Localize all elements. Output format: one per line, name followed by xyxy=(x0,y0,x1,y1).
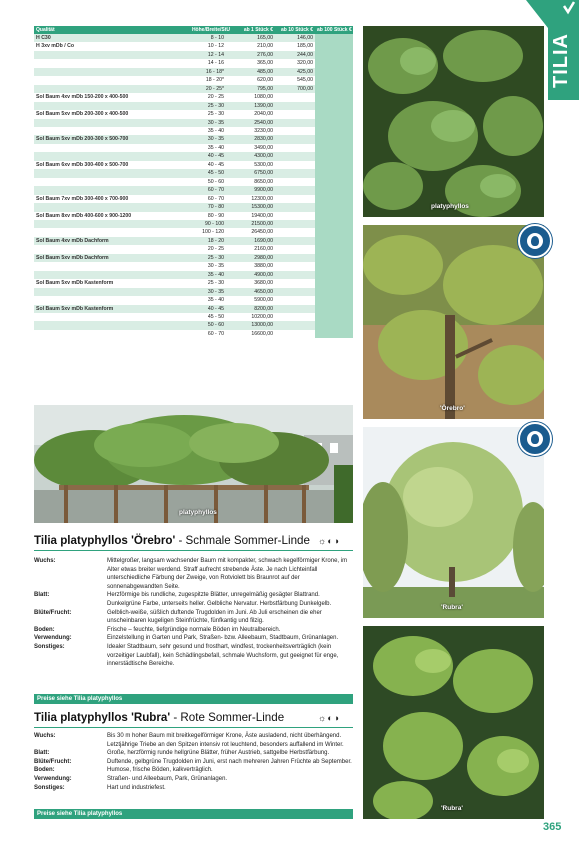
table-cell: 146,00 xyxy=(275,34,315,42)
table-row xyxy=(34,279,353,287)
table-cell: 10200,00 xyxy=(232,313,275,321)
table-cell xyxy=(34,178,169,186)
table-row xyxy=(34,330,353,338)
table-cell: 1690,00 xyxy=(232,237,275,245)
table-cell xyxy=(275,330,315,338)
attribute-row xyxy=(34,732,353,749)
attribute-row xyxy=(34,758,353,767)
table-cell: 50 - 60 xyxy=(169,178,232,186)
table-cell: H C30 xyxy=(34,34,169,42)
attribute-label: Wuchs: xyxy=(34,733,56,739)
price-table-header xyxy=(34,26,353,34)
table-row xyxy=(34,186,353,194)
attribute-row xyxy=(34,643,353,669)
table-cell: 50 - 60 xyxy=(169,321,232,329)
table-cell: 60 - 70 xyxy=(169,186,232,194)
table-cell xyxy=(34,186,169,194)
table-cell xyxy=(34,296,169,304)
table-cell xyxy=(315,127,353,135)
table-cell xyxy=(275,245,315,253)
table-cell: 16 - 18* xyxy=(169,68,232,76)
table-cell: 18 - 20 xyxy=(169,237,232,245)
attribute-value: Mittelgroßer, langsam wachsender Baum mit kompakter, schwach kegelförmiger Krone, im Alter etwas breiter werdend. Straff aufrecht strebende Äste. Je nach Lichteinfall unterschiedliche Färbung der Zweige, von Rotviolett bis Braunrot auf der sonnenabgewandten Seite. xyxy=(107,558,348,590)
attribute-label: Verwendung: xyxy=(34,775,72,782)
table-row xyxy=(34,195,353,203)
table-cell: 19400,00 xyxy=(232,212,275,220)
table-cell xyxy=(315,34,353,42)
photo-rubra-leaves xyxy=(363,626,544,819)
table-cell: 3490,00 xyxy=(232,144,275,152)
table-cell: 16600,00 xyxy=(232,330,275,338)
table-row xyxy=(34,296,353,304)
table-cell: 2160,00 xyxy=(232,245,275,253)
table-row xyxy=(34,212,353,220)
table-cell: 8650,00 xyxy=(232,178,275,186)
table-row xyxy=(34,127,353,135)
attribute-label: Boden: xyxy=(34,626,55,633)
table-cell xyxy=(315,161,353,169)
attribute-row xyxy=(34,591,353,608)
table-cell xyxy=(275,102,315,110)
species-description xyxy=(34,557,353,669)
table-row xyxy=(34,228,353,236)
table-cell: 210,00 xyxy=(232,42,275,50)
table-cell: 795,00 xyxy=(232,85,275,93)
table-cell: Sol Baum 4xv mDb Dachform xyxy=(34,237,169,245)
table-cell: Sol Baum 5xv mDb 200-300 x 500-700 xyxy=(34,135,169,143)
price-note-bar: Preise siehe Tilia platyphyllos xyxy=(34,694,353,704)
table-cell: 2040,00 xyxy=(232,110,275,118)
table-cell: 25 - 30 xyxy=(169,254,232,262)
table-cell xyxy=(315,271,353,279)
table-cell xyxy=(275,203,315,211)
table-cell: 35 - 40 xyxy=(169,271,232,279)
table-cell xyxy=(275,262,315,270)
table-cell: 4900,00 xyxy=(232,271,275,279)
table-cell xyxy=(275,135,315,143)
table-cell xyxy=(275,144,315,152)
table-cell xyxy=(275,305,315,313)
table-row xyxy=(34,34,353,42)
attribute-row xyxy=(34,784,353,793)
attribute-label: Sonstiges: xyxy=(34,784,65,791)
table-cell xyxy=(34,330,169,338)
genus-side-tab xyxy=(548,28,579,100)
roof-tree-image xyxy=(34,405,353,523)
column-header: Qualität xyxy=(34,26,169,34)
table-cell xyxy=(275,119,315,127)
attribute-label: Blatt: xyxy=(34,750,50,757)
photo-caption: platyphyllos xyxy=(431,203,469,210)
table-cell xyxy=(34,288,169,296)
table-row xyxy=(34,313,353,321)
table-cell: 25 - 30 xyxy=(169,110,232,118)
table-cell: Sol Baum 6xv mDb 300-400 x 500-700 xyxy=(34,161,169,169)
table-cell xyxy=(315,93,353,101)
table-cell: 2830,00 xyxy=(232,135,275,143)
table-cell xyxy=(34,76,169,84)
table-cell: 21500,00 xyxy=(232,220,275,228)
table-row xyxy=(34,59,353,67)
section-rule xyxy=(34,550,353,551)
table-row xyxy=(34,85,353,93)
table-cell xyxy=(34,321,169,329)
table-cell xyxy=(315,220,353,228)
table-cell xyxy=(34,102,169,110)
table-row xyxy=(34,152,353,160)
table-cell: 485,00 xyxy=(232,68,275,76)
table-cell xyxy=(275,228,315,236)
orebro-tree-image xyxy=(363,225,544,419)
table-cell xyxy=(34,51,169,59)
table-cell xyxy=(315,279,353,287)
table-cell: 35 - 40 xyxy=(169,144,232,152)
table-cell: 320,00 xyxy=(275,59,315,67)
table-cell: Sol Baum 5xv mDb Dachform xyxy=(34,254,169,262)
table-cell xyxy=(34,203,169,211)
table-cell xyxy=(275,152,315,160)
table-cell xyxy=(34,228,169,236)
table-cell xyxy=(275,220,315,228)
table-cell xyxy=(315,203,353,211)
attribute-value: Große, herzförmig runde hellgrüne Blätter, früher Austrieb, sattgelbe Herbstfärbung. xyxy=(107,750,330,757)
table-cell: 30 - 35 xyxy=(169,135,232,143)
table-cell: 100 - 120 xyxy=(169,228,232,236)
table-cell: 276,00 xyxy=(232,51,275,59)
table-cell: 60 - 70 xyxy=(169,330,232,338)
table-cell xyxy=(34,220,169,228)
photo-orebro-tree xyxy=(363,225,544,419)
table-cell: Sol Baum 4xv mDb 150-200 x 400-500 xyxy=(34,93,169,101)
table-row xyxy=(34,102,353,110)
table-cell xyxy=(315,42,353,50)
table-cell xyxy=(34,169,169,177)
attribute-row xyxy=(34,609,353,626)
table-cell xyxy=(275,254,315,262)
table-cell: 30 - 35 xyxy=(169,119,232,127)
table-cell: 40 - 45 xyxy=(169,152,232,160)
table-cell: 2540,00 xyxy=(232,119,275,127)
table-cell: 30 - 35 xyxy=(169,262,232,270)
table-cell: Sol Baum 7xv mDb 300-400 x 700-900 xyxy=(34,195,169,203)
table-cell xyxy=(315,51,353,59)
table-row xyxy=(34,68,353,76)
table-cell: 700,00 xyxy=(275,85,315,93)
table-cell: H 3xv mDb / Co xyxy=(34,42,169,50)
photo-roof-tree xyxy=(34,405,353,523)
table-cell xyxy=(275,127,315,135)
photo-caption: 'Rubra' xyxy=(441,805,463,812)
attribute-label: Sonstiges: xyxy=(34,643,65,650)
table-cell: 14 - 16 xyxy=(169,59,232,67)
table-cell: 5900,00 xyxy=(232,296,275,304)
table-cell: 26450,00 xyxy=(232,228,275,236)
table-cell: 90 - 100 xyxy=(169,220,232,228)
table-cell: 425,00 xyxy=(275,68,315,76)
table-cell xyxy=(275,161,315,169)
table-cell: 1080,00 xyxy=(232,93,275,101)
table-cell: 40 - 45 xyxy=(169,161,232,169)
light-requirement-icons: ☼◐◑ xyxy=(318,713,341,723)
photo-caption: 'Örebro' xyxy=(440,405,465,412)
table-row xyxy=(34,178,353,186)
table-cell xyxy=(275,212,315,220)
table-row xyxy=(34,288,353,296)
table-cell: 20 - 25 xyxy=(169,93,232,101)
species-description xyxy=(34,732,353,792)
table-cell xyxy=(275,186,315,194)
attribute-label: Boden: xyxy=(34,767,55,774)
table-cell: 4300,00 xyxy=(232,152,275,160)
column-header: ab 1 Stück € xyxy=(232,26,275,34)
species-title: Tilia platyphyllos 'Rubra' - Rote Sommer-Linde xyxy=(34,711,285,724)
table-cell xyxy=(315,102,353,110)
table-cell xyxy=(315,237,353,245)
rubra-tree-image xyxy=(363,427,544,618)
table-cell xyxy=(315,76,353,84)
table-cell: 9900,00 xyxy=(232,186,275,194)
table-row xyxy=(34,169,353,177)
table-cell: 40 - 45 xyxy=(169,305,232,313)
table-row xyxy=(34,245,353,253)
attribute-row xyxy=(34,775,353,784)
table-cell: Sol Baum 5xv mDb 200-300 x 400-500 xyxy=(34,110,169,118)
table-cell xyxy=(315,144,353,152)
table-cell xyxy=(315,212,353,220)
table-row xyxy=(34,119,353,127)
table-cell xyxy=(315,178,353,186)
table-cell xyxy=(34,245,169,253)
attribute-label: Blüte/Frucht: xyxy=(34,758,72,765)
table-row xyxy=(34,135,353,143)
table-row xyxy=(34,254,353,262)
page-number: 365 xyxy=(543,821,562,833)
table-row xyxy=(34,203,353,211)
table-cell xyxy=(315,262,353,270)
table-cell: 545,00 xyxy=(275,76,315,84)
table-cell: 3880,00 xyxy=(232,262,275,270)
table-cell: Sol Baum 5xv mDb Kastenform xyxy=(34,279,169,287)
table-cell: 12 - 14 xyxy=(169,51,232,59)
table-cell: 45 - 50 xyxy=(169,313,232,321)
table-cell: 20 - 25 xyxy=(169,245,232,253)
attribute-row xyxy=(34,626,353,635)
attribute-label: Blüte/Frucht: xyxy=(34,609,72,616)
table-cell xyxy=(315,288,353,296)
table-row xyxy=(34,262,353,270)
stadtbaum-badge-icon xyxy=(518,422,552,456)
leaves-image xyxy=(363,26,544,217)
table-cell xyxy=(34,152,169,160)
table-cell xyxy=(34,85,169,93)
table-row xyxy=(34,237,353,245)
table-cell: 12300,00 xyxy=(232,195,275,203)
table-cell xyxy=(34,127,169,135)
table-row xyxy=(34,110,353,118)
table-cell xyxy=(315,59,353,67)
table-cell xyxy=(34,144,169,152)
table-cell: 25 - 30 xyxy=(169,102,232,110)
table-cell: 6750,00 xyxy=(232,169,275,177)
table-cell: 1390,00 xyxy=(232,102,275,110)
table-cell xyxy=(315,186,353,194)
table-cell xyxy=(275,279,315,287)
table-cell: 10 - 12 xyxy=(169,42,232,50)
table-cell xyxy=(315,135,353,143)
attribute-row xyxy=(34,766,353,775)
table-cell xyxy=(315,330,353,338)
table-cell: 165,00 xyxy=(232,34,275,42)
table-row xyxy=(34,161,353,169)
table-row xyxy=(34,51,353,59)
table-cell: 8200,00 xyxy=(232,305,275,313)
table-cell xyxy=(275,169,315,177)
genus-label: TILIA xyxy=(550,33,572,88)
price-note-bar: Preise siehe Tilia platyphyllos xyxy=(34,809,353,819)
table-cell xyxy=(315,85,353,93)
table-cell xyxy=(275,271,315,279)
table-cell: 5300,00 xyxy=(232,161,275,169)
table-cell: 60 - 70 xyxy=(169,195,232,203)
table-cell: 3680,00 xyxy=(232,279,275,287)
table-row xyxy=(34,305,353,313)
table-cell: 620,00 xyxy=(232,76,275,84)
table-cell xyxy=(275,110,315,118)
table-cell xyxy=(315,254,353,262)
price-table xyxy=(34,26,353,338)
table-cell xyxy=(34,119,169,127)
table-cell xyxy=(315,228,353,236)
table-cell xyxy=(315,119,353,127)
table-cell: 2980,00 xyxy=(232,254,275,262)
table-cell: 3230,00 xyxy=(232,127,275,135)
table-cell: 365,00 xyxy=(232,59,275,67)
attribute-value: Hart und industriefest. xyxy=(107,784,166,791)
photo-leaves-top xyxy=(363,26,544,217)
table-cell: 18 - 20* xyxy=(169,76,232,84)
table-cell xyxy=(315,68,353,76)
table-row xyxy=(34,76,353,84)
table-cell: 4650,00 xyxy=(232,288,275,296)
table-cell: 185,00 xyxy=(275,42,315,50)
table-cell: 244,00 xyxy=(275,51,315,59)
table-cell xyxy=(34,271,169,279)
stadtbaum-badge-icon xyxy=(518,224,552,258)
attribute-value: Einzelstellung in Garten und Park, Straßen- bzw. Alleebaum, Stadtbaum, Grünanlagen. xyxy=(107,635,339,642)
light-requirement-icons: ☼◐◑ xyxy=(318,536,341,546)
table-row xyxy=(34,271,353,279)
table-cell xyxy=(315,169,353,177)
table-row xyxy=(34,42,353,50)
attribute-value: Frische – feuchte, tiefgründige normale Böden im Neutralbereich. xyxy=(107,626,281,633)
table-cell xyxy=(315,321,353,329)
table-row xyxy=(34,93,353,101)
table-cell xyxy=(315,305,353,313)
table-row xyxy=(34,321,353,329)
attribute-row xyxy=(34,749,353,758)
table-cell xyxy=(275,313,315,321)
column-header: ab 100 Stück € xyxy=(317,27,352,33)
table-cell xyxy=(315,195,353,203)
table-cell xyxy=(275,296,315,304)
table-cell xyxy=(275,237,315,245)
table-cell xyxy=(315,313,353,321)
table-cell: 25 - 30 xyxy=(169,279,232,287)
table-row xyxy=(34,220,353,228)
table-cell xyxy=(34,262,169,270)
table-cell: 15300,00 xyxy=(232,203,275,211)
table-cell: 70 - 80 xyxy=(169,203,232,211)
species-title: Tilia platyphyllos 'Örebro' - Schmale Sommer-Linde xyxy=(34,534,310,547)
table-cell xyxy=(275,195,315,203)
attribute-value: Bis 30 m hoher Baum mit breitkegelförmiger Krone, Äste ausladend, nicht überhängend. Letztjährige Triebe an den Spitzen intensiv rot leuchtend, besonders auffallend im Winter. xyxy=(107,733,344,748)
photo-caption: 'Rubra' xyxy=(441,604,463,611)
attribute-label: Wuchs: xyxy=(34,558,56,564)
photo-rubra-tree xyxy=(363,427,544,618)
attribute-value: Straßen- und Alleebaum, Park, Grünanlagen. xyxy=(107,775,228,782)
table-cell: 8 - 10 xyxy=(169,34,232,42)
attribute-row xyxy=(34,557,353,591)
table-cell: 20 - 25* xyxy=(169,85,232,93)
attribute-value: Idealer Stadtbaum, sehr gesund und frosthart, windfest, trockenheitsverträglich (kein vorzeitiger Laubfall), kein Schädlingsbefall, schmale Wuchsform, gut geeignet für enge, innerstädtische Bereiche. xyxy=(107,643,339,668)
table-cell: 35 - 40 xyxy=(169,127,232,135)
column-header: ab 10 Stück € xyxy=(275,26,315,34)
table-cell: 13000,00 xyxy=(232,321,275,329)
rubra-leaves-image xyxy=(363,626,544,819)
table-cell xyxy=(315,245,353,253)
section-rule xyxy=(34,727,353,728)
table-cell: 35 - 40 xyxy=(169,296,232,304)
table-cell xyxy=(34,59,169,67)
table-cell: 45 - 50 xyxy=(169,169,232,177)
table-cell: 80 - 90 xyxy=(169,212,232,220)
table-cell xyxy=(275,93,315,101)
table-cell xyxy=(34,68,169,76)
table-cell xyxy=(275,321,315,329)
table-cell xyxy=(275,288,315,296)
table-cell: Sol Baum 8xv mDb 400-600 x 900-1200 xyxy=(34,212,169,220)
attribute-label: Verwendung: xyxy=(34,635,72,642)
table-cell xyxy=(34,313,169,321)
attribute-value: Humose, frische Böden, kalkverträglich. xyxy=(107,767,213,774)
table-cell xyxy=(315,296,353,304)
table-cell: 30 - 35 xyxy=(169,288,232,296)
attribute-label: Blatt: xyxy=(34,592,50,599)
column-header: Höhe/Breite/StU xyxy=(169,26,232,34)
table-cell xyxy=(315,110,353,118)
attribute-value: Herzförmige bis rundliche, zugespitzte Blätter, unregelmäßig gesägter Blattrand. Dunkelgrüne Farbe, unterseits heller. Gelbliche Nervatur. Herbstfärbung Dunkelgelb. xyxy=(107,592,332,607)
photo-caption: platyphyllos xyxy=(179,509,217,516)
table-cell xyxy=(275,178,315,186)
attribute-row xyxy=(34,634,353,643)
table-cell xyxy=(315,152,353,160)
table-row xyxy=(34,144,353,152)
attribute-value: Duftende, gelbgrüne Trugdolden im Juni, erst nach mehreren Jahren Früchte ab September. xyxy=(107,758,352,765)
table-cell: Sol Baum 5xv mDb Kastenform xyxy=(34,305,169,313)
attribute-value: Gelblich-weiße, süßlich duftende Trugdolden im Juni. Ab Juli erscheinen die eher unscheinbaren kugeligen Steinfrüchte, fünfkantig und filzig. xyxy=(107,609,322,625)
